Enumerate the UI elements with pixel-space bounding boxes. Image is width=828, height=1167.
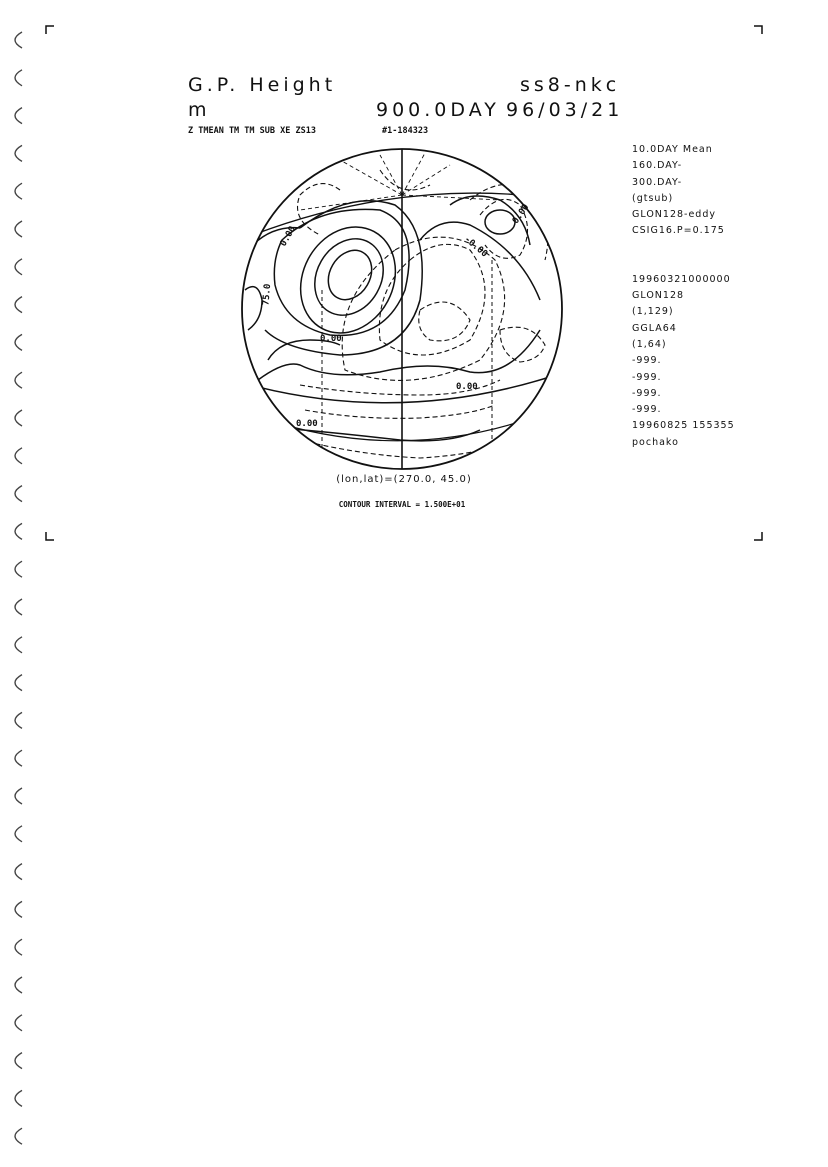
time-label: 900.0DAY — [376, 99, 500, 121]
projection-center-label: (lon,lat)=(270.0, 45.0) — [336, 474, 472, 485]
contour-label: 0.00 — [320, 334, 342, 344]
meta-line: (1,129) — [632, 306, 674, 318]
contour-solid — [485, 210, 515, 234]
date-label: 96/03/21 — [506, 99, 624, 121]
experiment-name: ss8-nkc — [520, 74, 621, 96]
graticule-dashed — [300, 153, 500, 210]
contour-solid — [258, 330, 540, 380]
meta-line: 19960825 155355 — [632, 420, 735, 432]
meta-line: 300.DAY- — [632, 176, 683, 188]
equator-line — [250, 375, 556, 403]
contour-solid — [282, 210, 413, 349]
meta-line: 10.0DAY Mean — [632, 144, 713, 155]
contour-interval-label: CONTOUR INTERVAL = 1.500E+01 — [338, 500, 466, 509]
meta-line: CSIG16.P=0.175 — [632, 225, 725, 237]
contour-dashed — [305, 405, 495, 418]
meta-line: GLON128 — [632, 290, 685, 302]
subtitle-left: Z TMEAN TM TM SUB XE ZS13 — [188, 126, 316, 136]
contour-dashed — [419, 302, 470, 341]
meta-line: -999. — [632, 371, 662, 383]
contour-dashed — [300, 440, 500, 458]
contour-solid — [301, 226, 396, 327]
meta-line: -999. — [632, 355, 662, 367]
meta-line: pochako — [632, 436, 679, 448]
contour-label: 0.00 — [456, 382, 478, 392]
meta-line: 19960321000000 — [632, 273, 731, 285]
meta-line: GGLA64 — [632, 322, 677, 334]
contour-label: 0.00 — [278, 224, 299, 249]
contour-label: 0.00 — [510, 202, 532, 227]
meta-line: -999. — [632, 404, 662, 416]
meta-line: GLON128-eddy — [632, 209, 716, 221]
variable-name: G.P. Height — [188, 74, 337, 96]
meta-line: (gtsub) — [632, 192, 674, 204]
contour-label: 0.00 — [296, 419, 318, 429]
meta-line: -999. — [632, 387, 662, 399]
contour-dashed — [342, 237, 504, 380]
contour-label: -0.00 — [461, 234, 490, 260]
meta-line: (1,64) — [632, 338, 667, 350]
contour-label: 75.0 — [261, 283, 274, 306]
contour-solid — [320, 242, 381, 307]
subtitle-right: #1-184323 — [382, 126, 429, 136]
contour-solid — [245, 287, 262, 330]
contour-solid — [420, 222, 540, 300]
units-label: m — [188, 99, 211, 121]
meta-line: 160.DAY- — [632, 160, 683, 172]
